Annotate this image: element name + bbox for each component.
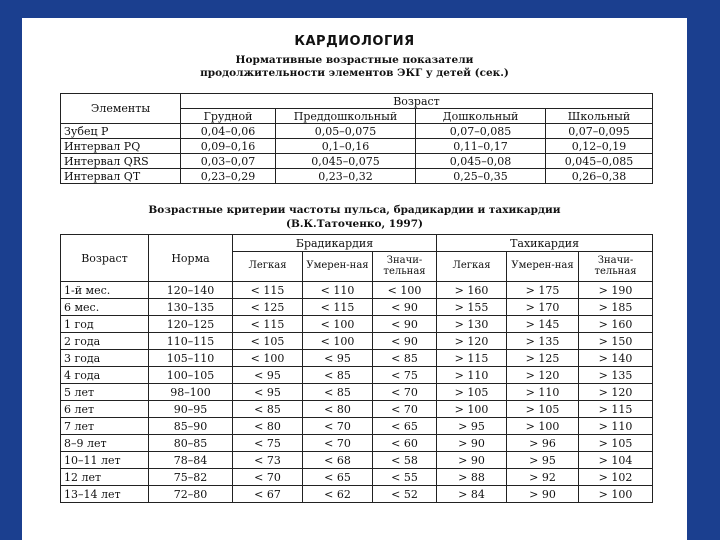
hr-value-cell: > 84 [437,486,507,503]
hr-value-cell: > 135 [507,333,579,350]
hr-value-cell: > 145 [507,316,579,333]
hr-value-cell: < 58 [373,452,437,469]
ecg-value-cell: 0,045–0,085 [546,154,653,169]
hr-value-cell: 100–105 [149,367,233,384]
hr-age-cell: 10–11 лет [61,452,149,469]
hr-value-cell: > 185 [579,299,653,316]
hr-value-cell: 85–90 [149,418,233,435]
hr-sub-brady-moderate: Умерен-ная [303,252,373,282]
hr-value-cell: > 105 [437,384,507,401]
hr-value-cell: < 70 [373,384,437,401]
hr-sub-tachy-moderate: Умерен-ная [507,252,579,282]
ecg-value-cell: 0,07–0,095 [546,124,653,139]
hr-value-cell: > 140 [579,350,653,367]
ecg-header-elements: Элементы [61,94,181,124]
table-row [61,282,653,299]
hr-value-cell: > 96 [507,435,579,452]
hr-age-cell: 1 год [61,316,149,333]
hr-header-bradycardia: Брадикардия [233,235,437,252]
hr-value-cell: < 70 [303,418,373,435]
hr-value-cell: > 170 [507,299,579,316]
hr-value-cell: < 115 [233,282,303,299]
heart-rate-caption-line1: Возрастные критерии частоты пульса, брадикардии и тахикардии [148,204,561,216]
hr-value-cell: > 190 [579,282,653,299]
hr-value-cell: > 130 [437,316,507,333]
hr-value-cell: < 60 [373,435,437,452]
hr-value-cell: 130–135 [149,299,233,316]
hr-value-cell: > 92 [507,469,579,486]
ecg-value-cell: 0,03–0,07 [181,154,276,169]
hr-value-cell: < 80 [233,418,303,435]
hr-age-cell: 7 лет [61,418,149,435]
hr-value-cell: > 105 [579,435,653,452]
hr-age-cell: 6 мес. [61,299,149,316]
ecg-value-cell: 0,23–0,32 [276,169,416,184]
hr-value-cell: 120–125 [149,316,233,333]
hr-sub-tachy-mild: Легкая [437,252,507,282]
hr-value-cell: < 100 [303,333,373,350]
ecg-caption-line1: Нормативные возрастные показатели [235,54,474,66]
hr-value-cell: > 115 [437,350,507,367]
table-row [61,469,653,486]
hr-value-cell: < 65 [303,469,373,486]
table-row [61,367,653,384]
hr-value-cell: > 110 [437,367,507,384]
ecg-element-name: Зубец P [61,124,181,139]
page-title: КАРДИОЛОГИЯ [294,34,415,49]
heart-rate-table [60,234,653,503]
hr-value-cell: < 65 [373,418,437,435]
hr-age-cell: 12 лет [61,469,149,486]
hr-value-cell: > 100 [437,401,507,418]
hr-sub-tachy-significant: Значи-тельная [579,252,653,282]
hr-value-cell: < 80 [303,401,373,418]
hr-value-cell: < 115 [233,316,303,333]
hr-value-cell: > 160 [437,282,507,299]
table-row [61,299,653,316]
hr-value-cell: > 120 [579,384,653,401]
ecg-element-name: Интервал PQ [61,139,181,154]
hr-value-cell: < 75 [373,367,437,384]
hr-value-cell: 72–80 [149,486,233,503]
ecg-header-age: Возраст [181,94,653,109]
hr-value-cell: 120–140 [149,282,233,299]
hr-value-cell: < 125 [233,299,303,316]
hr-value-cell: > 100 [507,418,579,435]
hr-age-cell: 13–14 лет [61,486,149,503]
hr-value-cell: 105–110 [149,350,233,367]
hr-value-cell: > 135 [579,367,653,384]
hr-header-age: Возраст [61,235,149,282]
ecg-value-cell: 0,23–0,29 [181,169,276,184]
hr-value-cell: > 95 [507,452,579,469]
hr-value-cell: > 125 [507,350,579,367]
table-row [61,486,653,503]
table-row [61,169,653,184]
hr-value-cell: 98–100 [149,384,233,401]
table-row [61,401,653,418]
hr-value-cell: > 105 [507,401,579,418]
hr-sub-brady-significant: Значи-тельная [373,252,437,282]
hr-value-cell: > 150 [579,333,653,350]
hr-value-cell: < 90 [373,333,437,350]
hr-value-cell: < 85 [303,384,373,401]
table-row [61,124,653,139]
ecg-value-cell: 0,07–0,085 [416,124,546,139]
table-row [61,139,653,154]
hr-value-cell: > 104 [579,452,653,469]
hr-age-cell: 8–9 лет [61,435,149,452]
hr-value-cell: < 90 [373,299,437,316]
table-row [61,435,653,452]
table-row [61,154,653,169]
hr-value-cell: < 85 [373,350,437,367]
hr-value-cell: < 70 [233,469,303,486]
ecg-column-header: Грудной [181,109,276,124]
table-row [61,452,653,469]
hr-value-cell: < 100 [303,316,373,333]
hr-value-cell: > 95 [437,418,507,435]
hr-value-cell: < 55 [373,469,437,486]
hr-value-cell: < 68 [303,452,373,469]
hr-value-cell: < 95 [303,350,373,367]
hr-header-norm: Норма [149,235,233,282]
hr-value-cell: > 90 [437,435,507,452]
table-row [61,418,653,435]
hr-value-cell: < 67 [233,486,303,503]
hr-value-cell: > 100 [579,486,653,503]
hr-value-cell: < 95 [233,367,303,384]
hr-age-cell: 6 лет [61,401,149,418]
hr-value-cell: > 155 [437,299,507,316]
ecg-value-cell: 0,04–0,06 [181,124,276,139]
ecg-value-cell: 0,05–0,075 [276,124,416,139]
hr-value-cell: < 100 [233,350,303,367]
ecg-value-cell: 0,12–0,19 [546,139,653,154]
hr-value-cell: > 90 [507,486,579,503]
ecg-norms-table [60,93,653,184]
hr-age-cell: 4 года [61,367,149,384]
table-row [61,316,653,333]
hr-value-cell: 110–115 [149,333,233,350]
hr-value-cell: > 110 [579,418,653,435]
hr-value-cell: < 95 [233,384,303,401]
ecg-column-header: Дошкольный [416,109,546,124]
hr-age-cell: 1-й мес. [61,282,149,299]
document-page [22,18,687,540]
hr-value-cell: > 88 [437,469,507,486]
table-row [61,384,653,401]
ecg-element-name: Интервал QT [61,169,181,184]
ecg-value-cell: 0,26–0,38 [546,169,653,184]
ecg-column-header: Преддошкольный [276,109,416,124]
ecg-value-cell: 0,045–0,08 [416,154,546,169]
hr-value-cell: < 70 [303,435,373,452]
hr-value-cell: < 100 [373,282,437,299]
hr-value-cell: 78–84 [149,452,233,469]
hr-header-tachycardia: Тахикардия [437,235,653,252]
hr-value-cell: > 102 [579,469,653,486]
hr-value-cell: > 90 [437,452,507,469]
ecg-value-cell: 0,11–0,17 [416,139,546,154]
hr-value-cell: > 175 [507,282,579,299]
hr-value-cell: < 85 [303,367,373,384]
hr-value-cell: < 70 [373,401,437,418]
ecg-caption-line2: продолжительности элементов ЭКГ у детей (сек.) [200,67,509,79]
ecg-value-cell: 0,09–0,16 [181,139,276,154]
hr-age-cell: 2 года [61,333,149,350]
hr-value-cell: 75–82 [149,469,233,486]
hr-value-cell: < 105 [233,333,303,350]
hr-value-cell: > 110 [507,384,579,401]
table-row [61,333,653,350]
hr-value-cell: > 120 [437,333,507,350]
hr-age-cell: 5 лет [61,384,149,401]
hr-value-cell: < 73 [233,452,303,469]
hr-value-cell: < 115 [303,299,373,316]
heart-rate-caption-line2: (В.К.Таточенко, 1997) [286,218,423,230]
hr-value-cell: 90–95 [149,401,233,418]
table-row [61,350,653,367]
hr-value-cell: < 62 [303,486,373,503]
ecg-value-cell: 0,1–0,16 [276,139,416,154]
ecg-element-name: Интервал QRS [61,154,181,169]
hr-value-cell: < 75 [233,435,303,452]
hr-value-cell: < 85 [233,401,303,418]
hr-value-cell: < 90 [373,316,437,333]
hr-value-cell: 80–85 [149,435,233,452]
hr-value-cell: > 115 [579,401,653,418]
ecg-value-cell: 0,045–0,075 [276,154,416,169]
hr-value-cell: < 110 [303,282,373,299]
hr-sub-brady-mild: Легкая [233,252,303,282]
ecg-value-cell: 0,25–0,35 [416,169,546,184]
hr-value-cell: > 120 [507,367,579,384]
ecg-column-header: Школьный [546,109,653,124]
hr-value-cell: > 160 [579,316,653,333]
hr-value-cell: < 52 [373,486,437,503]
hr-age-cell: 3 года [61,350,149,367]
